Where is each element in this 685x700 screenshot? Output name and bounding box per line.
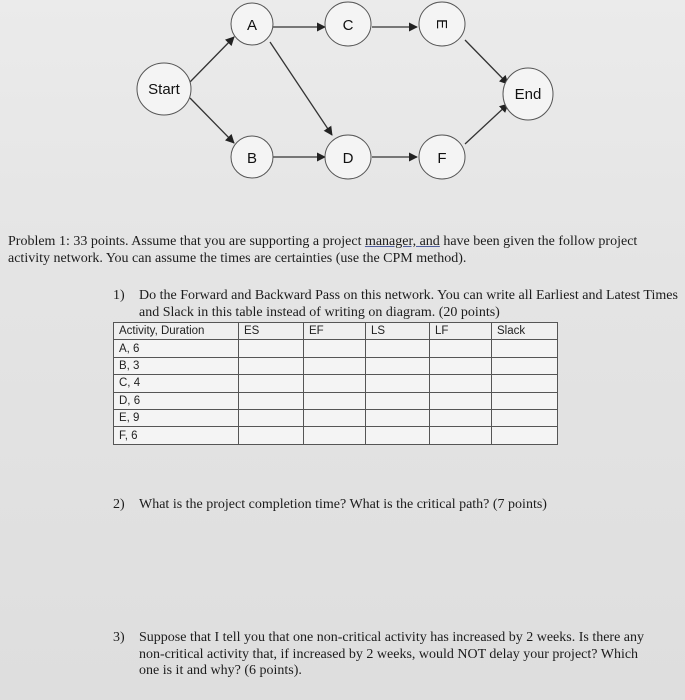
table-row xyxy=(114,340,558,357)
header-lf: LF xyxy=(430,323,492,340)
es-cell[interactable] xyxy=(239,375,304,392)
header-ef: EF xyxy=(304,323,366,340)
edge-e-end xyxy=(465,40,508,84)
lf-cell[interactable] xyxy=(430,409,492,426)
edge-a-d xyxy=(270,42,332,135)
slack-cell[interactable] xyxy=(492,409,558,426)
question-3-text: Suppose that I tell you that one non-critical activity has increased by 2 weeks. Is there any non-critical activity that, if increased by 2 weeks, would NOT delay your project? Which one is it and why? (6 points). xyxy=(139,630,645,678)
table-row xyxy=(114,409,558,426)
problem-intro-text: Problem 1: 33 points. Assume that you are supporting a project xyxy=(8,234,365,249)
question-1-text: Do the Forward and Backward Pass on this network. You can write all Earliest and Latest Times and Slack in this table instead of writing on diagram. (20 points) xyxy=(139,288,678,320)
ef-cell[interactable] xyxy=(304,357,366,374)
node-b-label: B xyxy=(246,150,258,167)
ls-cell[interactable] xyxy=(366,427,430,444)
ef-cell[interactable] xyxy=(304,427,366,444)
header-es: ES xyxy=(239,323,304,340)
problem-statement xyxy=(8,233,680,267)
slack-cell[interactable] xyxy=(492,340,558,357)
node-end-label: End xyxy=(514,86,542,103)
activity-cell: D, 6 xyxy=(114,392,239,409)
es-cell[interactable] xyxy=(239,357,304,374)
node-start-label: Start xyxy=(148,81,180,98)
es-cell[interactable] xyxy=(239,392,304,409)
lf-cell[interactable] xyxy=(430,340,492,357)
ls-cell[interactable] xyxy=(366,357,430,374)
node-c-label: C xyxy=(342,17,354,34)
edge-start-b xyxy=(190,98,234,143)
ef-cell[interactable] xyxy=(304,375,366,392)
ef-cell[interactable] xyxy=(304,392,366,409)
project-network-diagram xyxy=(0,0,685,220)
ls-cell[interactable] xyxy=(366,340,430,357)
table-row xyxy=(114,392,558,409)
ls-cell[interactable] xyxy=(366,392,430,409)
lf-cell[interactable] xyxy=(430,392,492,409)
header-activity-duration: Activity, Duration xyxy=(114,323,239,340)
question-1-number: 1) xyxy=(113,288,125,303)
activity-cell: E, 9 xyxy=(114,409,239,426)
es-cell[interactable] xyxy=(239,427,304,444)
question-2-number: 2) xyxy=(113,497,125,512)
table-header-row xyxy=(114,323,558,340)
question-3-number: 3) xyxy=(113,630,125,645)
table-row xyxy=(114,357,558,374)
activity-cell: A, 6 xyxy=(114,340,239,357)
lf-cell[interactable] xyxy=(430,375,492,392)
node-a-label: A xyxy=(246,17,258,34)
slack-cell[interactable] xyxy=(492,357,558,374)
table-row xyxy=(114,375,558,392)
question-2-text: What is the project completion time? What is the critical path? (7 points) xyxy=(139,497,547,512)
ef-cell[interactable] xyxy=(304,409,366,426)
ls-cell[interactable] xyxy=(366,409,430,426)
table-row xyxy=(114,427,558,444)
problem-underlined-text: manager, and xyxy=(364,234,440,249)
edge-start-a xyxy=(190,37,234,82)
es-cell[interactable] xyxy=(239,340,304,357)
activity-cell: F, 6 xyxy=(114,427,239,444)
activity-cell: C, 4 xyxy=(114,375,239,392)
lf-cell[interactable] xyxy=(430,427,492,444)
edge-f-end xyxy=(465,104,508,144)
activity-cell: B, 3 xyxy=(114,357,239,374)
header-slack: Slack xyxy=(492,323,558,340)
ls-cell[interactable] xyxy=(366,375,430,392)
node-d-label: D xyxy=(342,150,354,167)
ef-cell[interactable] xyxy=(304,340,366,357)
es-cell[interactable] xyxy=(239,409,304,426)
node-f-label: F xyxy=(437,150,447,167)
slack-cell[interactable] xyxy=(492,427,558,444)
header-ls: LS xyxy=(366,323,430,340)
cpm-table xyxy=(113,322,558,445)
node-e-label: E xyxy=(433,18,450,30)
slack-cell[interactable] xyxy=(492,392,558,409)
slack-cell[interactable] xyxy=(492,375,558,392)
lf-cell[interactable] xyxy=(430,357,492,374)
problem-intro-rest: have been given the follow project activity network. You can assume the times are certainties (use the CPM method). xyxy=(8,234,638,266)
